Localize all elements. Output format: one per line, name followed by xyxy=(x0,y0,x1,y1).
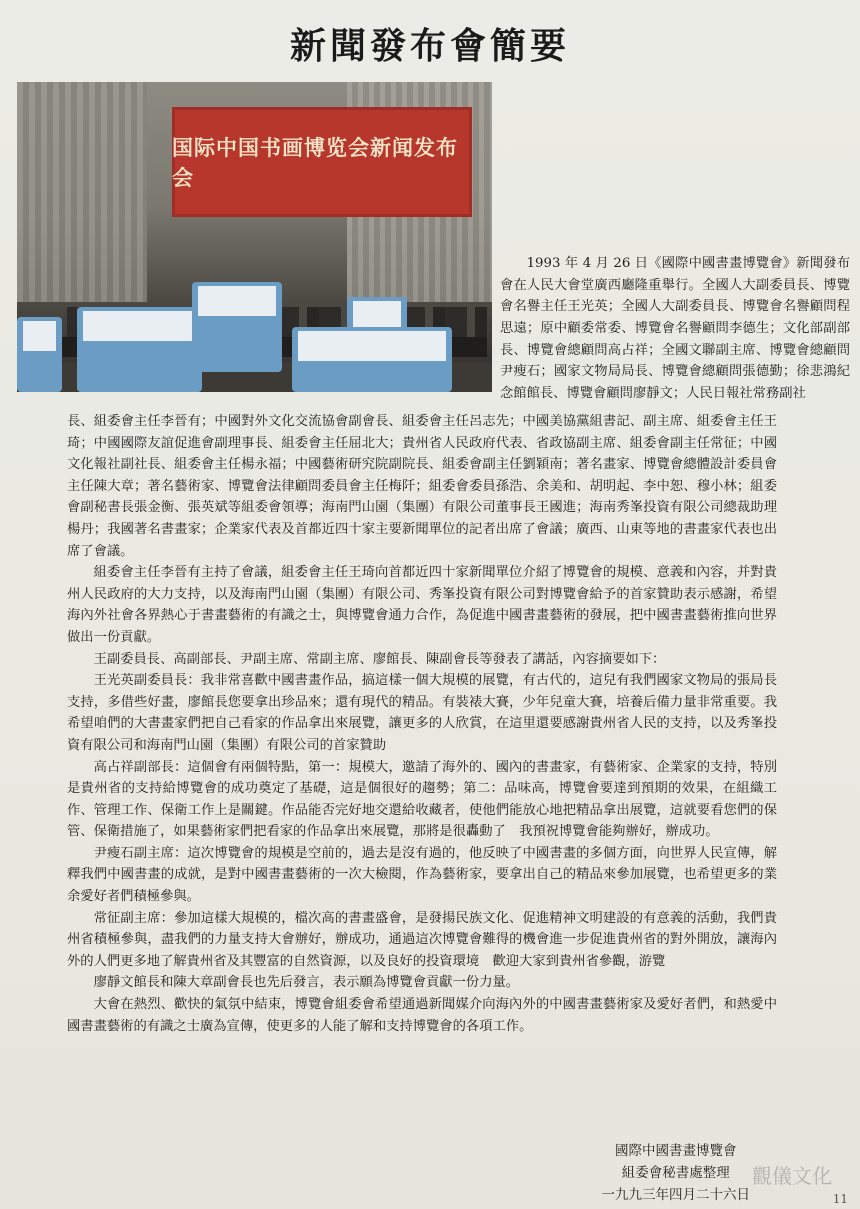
banner-text: 国际中国书画博览会新闻发布会 xyxy=(172,136,458,190)
photo-chair xyxy=(77,307,202,392)
watermark: 觀儀文化 xyxy=(752,1164,832,1188)
signature-date: 一九九三年四月二十六日 xyxy=(601,1187,750,1203)
paragraph: 常征副主席：參加這樣大規模的，檔次高的書畫盛會，是發揚民族文化、促進精神文明建設的有意義的活動，我們貴州省積極參與，盡我們的力量支持大會辦好，辦成功，通過這次博覽會難得的機會進一步促進貴州省的對外開放，讓海內外的人們更多地了解貴州省及其豐富的自然資源，以及良好的投資環境 歡迎大家到貴州省參觀，游覽 xyxy=(67,910,777,969)
chair-lace xyxy=(83,311,196,341)
paragraph: 尹瘦石副主席：這次博覽會的規模是空前的，過去是沒有過的，他反映了中國書畫的多個方面，向世界人民宣傳，解釋我們中國書畫的成就，是對中國書畫藝術的一次大檢閱，作為藝術家，要拿出自己的精品來參加展覽，也希望更多的業余愛好者們積極參與。 xyxy=(67,845,777,905)
page-number: 11 xyxy=(832,1192,848,1206)
press-conference-photo xyxy=(17,82,492,392)
paragraph: 廖靜文館長和陳大章副會長也先后發言，表示願為博覽會貢獻一份力量。 xyxy=(93,975,520,991)
photo-chair xyxy=(192,282,282,372)
conference-banner xyxy=(172,107,472,217)
signature-block xyxy=(602,1140,751,1206)
photo-curtain-left xyxy=(17,82,147,302)
paragraph: 王光英副委員長：我非常喜歡中國書畫作品，搞這樣一個大規模的展覽，有古代的，這兒有我們國家文物局的張局長支持，多借些好畫，廖館長您要拿出珍品來；還有現代的精品。有裝裱大賽，少年兒童大賽，培養后備力量非常重要。我希望咱們的大書畫家們把自己看家的作品拿出來展覽，讓更多的人欣賞，在這里還要感謝貴州省人民的支持，以及秀峯投資有限公司和海南門山園（集團）有限公司的首家贊助 xyxy=(67,673,777,753)
intro-paragraph xyxy=(500,240,850,418)
signature-dept: 組委會秘書處整理 xyxy=(621,1165,730,1181)
chair-lace xyxy=(298,331,446,361)
chair-lace xyxy=(198,286,276,316)
photo-chair xyxy=(17,317,62,392)
paragraph: 王副委員長、高副部長、尹副主席、常副主席、廖館長、陳副會長等發表了講話，內容摘要如下： xyxy=(93,651,666,667)
paragraph: 大會在熱烈、歡快的氣氛中結束，博覽會組委會希望通過新聞媒介向海內外的中國書畫藝術家及愛好者們，和熱愛中國書畫藝術的有識之士廣為宣傳，使更多的人能了解和支持博覽會的各項工作。 xyxy=(67,997,777,1034)
intro-text: 1993 年 4 月 26 日《國際中國書畫博覽會》新聞發布會在人民大會堂廣西廳隆重舉行。全國人大副委員長、博覽會名譽主任王光英；全國人大副委員長、博覽會名譽顧問程思遠；原中顧委常委、博覽會名譽顧問李德生；文化部副部長、博覽會總顧問高占祥；全國文聯副主席、博覽會總顧問尹瘦石；國家文物局局長、博覽會總顧問張德勤；徐悲鴻紀念館館長、博覽會顧問廖靜文；人民日報社常務副社 xyxy=(500,256,850,401)
paragraph: 高占祥副部長：這個會有兩個特點，第一：規模大，邀請了海外的、國內的書畫家，有藝術家、企業家的支持，特別是貴州省的支持給博覽會的成功奠定了基礎，這是個很好的趨勢；第二：品味高，博覽會要達到預期的效果，在組織工作、管理工作、保衛工作上是關鍵。作品能否完好地交還給收藏者，使他們能放心地把精品拿出展覽，這就要看您們的保管、保衛措施了，如果藝術家們把看家的作品拿出來展覽，那將是很轟動了 我預祝博覽會能夠辦好，辦成功。 xyxy=(67,759,777,840)
photo-chair xyxy=(292,327,452,392)
paragraph: 長、組委會主任李晉有；中國對外文化交流協會副會長、組委會主任呂志先；中國美協黨組書記、副主席、組委會主任王琦；中國國際友誼促進會副理事長、組委會主任屈北大；貴州省人民政府代表、省政協副主席、組委會副主任常征；中國文化報社副社長、組委會主任楊永福；中國藝術研究院副院長、組委會副主任劉穎南；著名畫家、博覽會總體設計委員會主任陳大章；著名藝術家、博覽會法律顧問委員會主任梅阡；組委會委員孫浩、余美和、胡明起、李中恕、穆小林；組委會副秘書長張金衡、張英斌等組委會領導；海南門山園（集團）有限公司董事長王國進；海南秀峯投資有限公司總裁助理楊丹；我國著名書畫家；企業家代表及首都近四十家主要新聞單位的記者出席了會議；廣西、山東等地的書畫家代表也出席了會議。 xyxy=(67,414,777,559)
article-body xyxy=(67,411,777,1037)
page-title: 新聞發布會簡要 xyxy=(289,25,570,67)
paragraph: 組委會主任李晉有主持了會議，組委會主任王琦向首都近四十家新聞單位介紹了博覽會的規模、意義和內容，并對貴州人民政府的大力支持，以及海南門山園（集團）有限公司、秀峯投資有限公司對博覽會給予的首家贊助表示感謝，希望海內外社會各界熱心于書畫藝術的有識之士，與博覽會通力合作，為促進中國書畫藝術的發展，把中國書畫藝術推向世界做出一份貢獻。 xyxy=(67,565,777,645)
chair-lace xyxy=(23,321,56,351)
signature-org: 國際中國書畫博覽會 xyxy=(615,1143,737,1159)
